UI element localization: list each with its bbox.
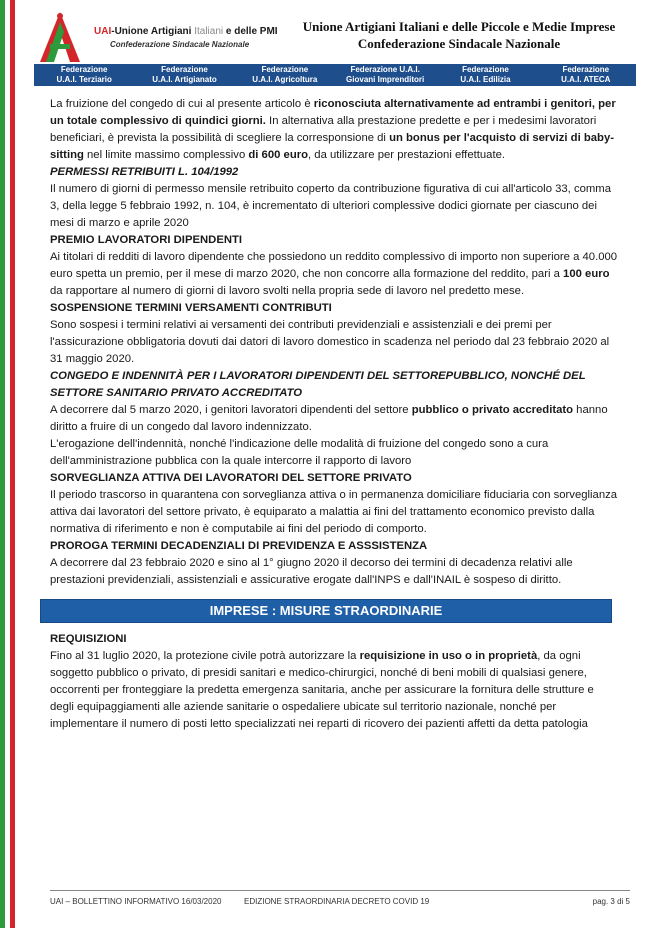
page-header [28, 8, 638, 62]
federation-edilizia: Federazione U.A.I. Edilizia [460, 65, 511, 84]
brand-subtitle: Confederazione Sindacale Nazionale [110, 40, 250, 49]
section-title-premio: PREMIO LAVORATORI DIPENDENTI [50, 234, 243, 246]
section-title-congedo: CONGEDO E INDENNITÀ PER I LAVORATORI DIPENDENTI DEL SETTOREPUBBLICO, NONCHÉ DEL SETTORE SANITARIO PRIVATO ACCREDITATO [50, 370, 586, 399]
section-text-permessi: Il numero di giorni di permesso mensile retribuito coperto da contribuzione figurativa di cui all'articolo 33, comma 3, della legge 5 febbraio 1992, n. 104, è incrementato di ulteriori complessive dodici giornate per ciascuno dei mesi di marzo e aprile 2020 [50, 183, 611, 229]
section-text-congedo-2: L'erogazione dell'indennità, nonché l'indicazione delle modalità di fruizione del congedo sono a cura dell'amministrazione pubblica con la quale intercorre il rapporto di lavoro [50, 438, 549, 467]
section-title-permessi: PERMESSI RETRIBUITI L. 104/1992 [50, 166, 239, 178]
federations-bar [34, 64, 636, 86]
uai-logo-icon [36, 8, 84, 64]
section-text-proroga: A decorrere dal 23 febbraio 2020 e sino al 1° giugno 2020 il decorso dei termini di decadenza relativi alle prestazioni previdenziali, assistenziali e assicurative erogate dall'INPS e dall'INAIL è sospeso di diritto. [50, 557, 573, 586]
section-text-congedo: A decorrere dal 5 marzo 2020, i genitori lavoratori dipendenti del settore pubblico o privato accreditato hanno diritto a fruire di un congedo dal lavoro indennizzato. [50, 404, 608, 433]
federation-terziario: Federazione U.A.I. Terziario [56, 65, 112, 84]
organization-title: Unione Artigiani Italiani e delle Piccole e Medie Imprese Confederazione Sindacale Nazionale [302, 19, 616, 51]
section-text-sorveglianza: Il periodo trascorso in quarantena con sorveglianza attiva o in permanenza domiciliare fiduciaria con sorveglianza attiva dai lavoratori del settore privato, è equiparato a malattia ai fini del trattamento economico previsto dalla normativa di riferimento e non è computabile ai fini del periodo di comporto. [50, 489, 618, 535]
italian-flag-stripe [0, 0, 20, 928]
section-text-premio: Ai titolari di redditi di lavoro dipendente che possiedono un reddito complessivo di importo non superiore a 40.000 euro spetta un premio, per il mese di marzo 2020, che non concorre alla formazione del reddito, pari a 100 euro da rapportare al numero di giorni di lavoro svolti nella propria sede di lavoro nel predetto mese. [50, 251, 618, 297]
footer-divider [50, 890, 630, 891]
section-title-requisizioni: REQUISIZIONI [50, 633, 127, 645]
intro-paragraph: La fruizione del congedo di cui al presente articolo è riconosciuta alternativamente ad entrambi i genitori, per un totale complessivo di quindici giorni. In alternativa alla prestazione predette e per i medesimi lavoratori beneficiari, è prevista la possibilità di scegliere la corresponsione di un bonus per l'acquisto di servizi di baby-sitting nel limite massimo complessivo di 600 euro, da utilizzare per prestazioni effettuate. [50, 98, 616, 161]
federation-artigianato: Federazione U.A.I. Artigianato [152, 65, 217, 84]
imprese-banner: IMPRESE : MISURE STRAORDINARIE [40, 599, 612, 623]
federation-ateca: Federazione U.A.I. ATECA [561, 65, 611, 84]
federation-agricoltura: Federazione U.A.I. Agricoltura [252, 65, 318, 84]
brand-name: UAI-Unione Artigiani Italiani e delle PMI [94, 26, 278, 37]
document-body [50, 96, 620, 733]
federation-giovani: Federazione U.A.I. Giovani Imprenditori [346, 65, 425, 84]
footer-bulletin: UAI – BOLLETTINO INFORMATIVO 16/03/2020 [50, 897, 222, 906]
section-title-sospensione: SOSPENSIONE TERMINI VERSAMENTI CONTRIBUTI [50, 302, 332, 314]
section-text-sospensione: Sono sospesi i termini relativi ai versamenti dei contributi previdenziali e assistenziali e dei premi per l'assicurazione obbligatoria dovuti dai datori di lavoro domestico in scadenza nel periodo dal 23 febbraio 2020 al 31 maggio 2020. [50, 319, 610, 365]
section-title-proroga: PROROGA TERMINI DECADENZIALI DI PREVIDENZA E ASSSISTENZA [50, 540, 428, 552]
section-title-sorveglianza: SORVEGLIANZA ATTIVA DEI LAVORATORI DEL SETTORE PRIVATO [50, 472, 412, 484]
footer-page-number: pag. 3 di 5 [592, 897, 630, 906]
section-text-requisizioni: Fino al 31 luglio 2020, la protezione civile potrà autorizzare la requisizione in uso o in proprietà, da ogni soggetto pubblico o privato, di presidi sanitari e medico-chirurgici, nonché di beni mobili di qualsiasi genere, occorrenti per fronteggiare la predetta emergenza sanitaria, anche per assicurare la fornitura delle strutture e degli equipaggiamenti alle aziende sanitarie o ospedaliere ubicate sul territorio nazionale, nonché per implementare il numero di posti letto specializzati nei reparti di ricovero dei pazienti affetti da detta patologia [50, 650, 594, 730]
footer-edition: EDIZIONE STRAORDINARIA DECRETO COVID 19 [244, 897, 430, 906]
